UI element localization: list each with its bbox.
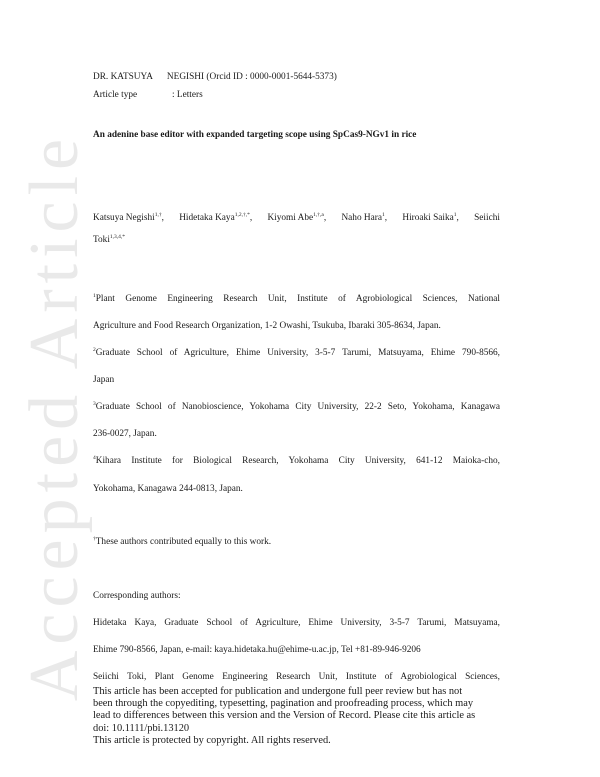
notice-line: This article has been accepted for publication and undergone full peer review but has not	[93, 686, 463, 697]
affiliation-1: $^1$Plant Genome Engineering Research Unit, Institute of Agrobiological Sciences, National	[93, 293, 500, 304]
paper-title: An adenine base editor with expanded targeting scope using SpCas9-NGv1 in rice	[93, 130, 417, 140]
notice-line: been through the copyediting, typesetting, pagination and proofreading process, which may	[93, 698, 474, 710]
author-name-first: DR. KATSUYA	[93, 72, 153, 82]
copyright-line: This article is protected by copyright. All rights reserved.	[93, 734, 331, 746]
author-name-last: NEGISHI (Orcid ID : 0000-0001-5644-5373)	[166, 72, 337, 82]
affiliation-1-cont: Agriculture and Food Research Organization, 1-2 Owashi, Tsukuba, Ibaraki 305-8634, Japan.	[93, 321, 441, 331]
article-type-value: : Letters	[172, 90, 203, 100]
affiliation-4: $^4$Kihara Institute for Biological Research, Yokohama City University, 641-12 Maioka-cho,	[93, 455, 500, 466]
author: Seiichi	[474, 213, 500, 223]
acceptance-notice	[93, 686, 513, 747]
doi-line: doi: 10.1111/pbi.13120	[93, 722, 190, 734]
author: Kiyomi Abe$^{1,\dagger,a}$,	[267, 212, 327, 223]
author: Naho Hara$^1$,	[341, 212, 388, 223]
equal-contribution-note: †These authors contributed equally to this work.	[93, 536, 272, 547]
affiliation-2: $^2$Graduate School of Agriculture, Ehime University, 3-5-7 Tarumi, Matsuyama, Ehime 790-8566,	[93, 347, 500, 358]
author-continued: Toki$^{1,3,4,*}$	[93, 234, 126, 245]
affiliation-4-cont: Yokohama, Kanagawa 244-0813, Japan.	[93, 484, 243, 494]
affiliation-3: $^3$Graduate School of Nanobioscience, Yokohama City University, 22-2 Seto, Yokohama, Kanagawa	[93, 401, 500, 412]
corresponding-toki: Seiichi Toki, Plant Genome Engineering Research Unit, Institute of Agrobiological Sciences,	[93, 672, 500, 682]
author: Hiroaki Saika$^1$,	[402, 212, 459, 223]
author-orcid-line	[93, 71, 337, 83]
notice-line: lead to differences between this version and the Version of Record. Please cite this article as	[93, 710, 476, 722]
corresponding-heading: Corresponding authors:	[93, 591, 181, 601]
corresponding-kaya-contact: Ehime 790-8566, Japan, e-mail: kaya.hidetaka.hu@ehime-u.ac.jp, Tel +81-89-946-9206	[93, 645, 421, 655]
author-list	[93, 212, 500, 224]
author: Katsuya Negishi$^{1,\dagger}$,	[93, 212, 164, 223]
affiliation-3-cont: 236-0027, Japan.	[93, 429, 157, 439]
author: Hidetaka Kaya$^{1,2,\dagger,*}$,	[179, 212, 253, 223]
accepted-article-watermark: Accepted Article	[16, 132, 93, 702]
article-type-label: Article type	[93, 90, 138, 100]
corresponding-kaya: Hidetaka Kaya, Graduate School of Agriculture, Ehime University, 3-5-7 Tarumi, Matsuyama,	[93, 618, 500, 628]
affiliation-2-cont: Japan	[93, 375, 115, 385]
